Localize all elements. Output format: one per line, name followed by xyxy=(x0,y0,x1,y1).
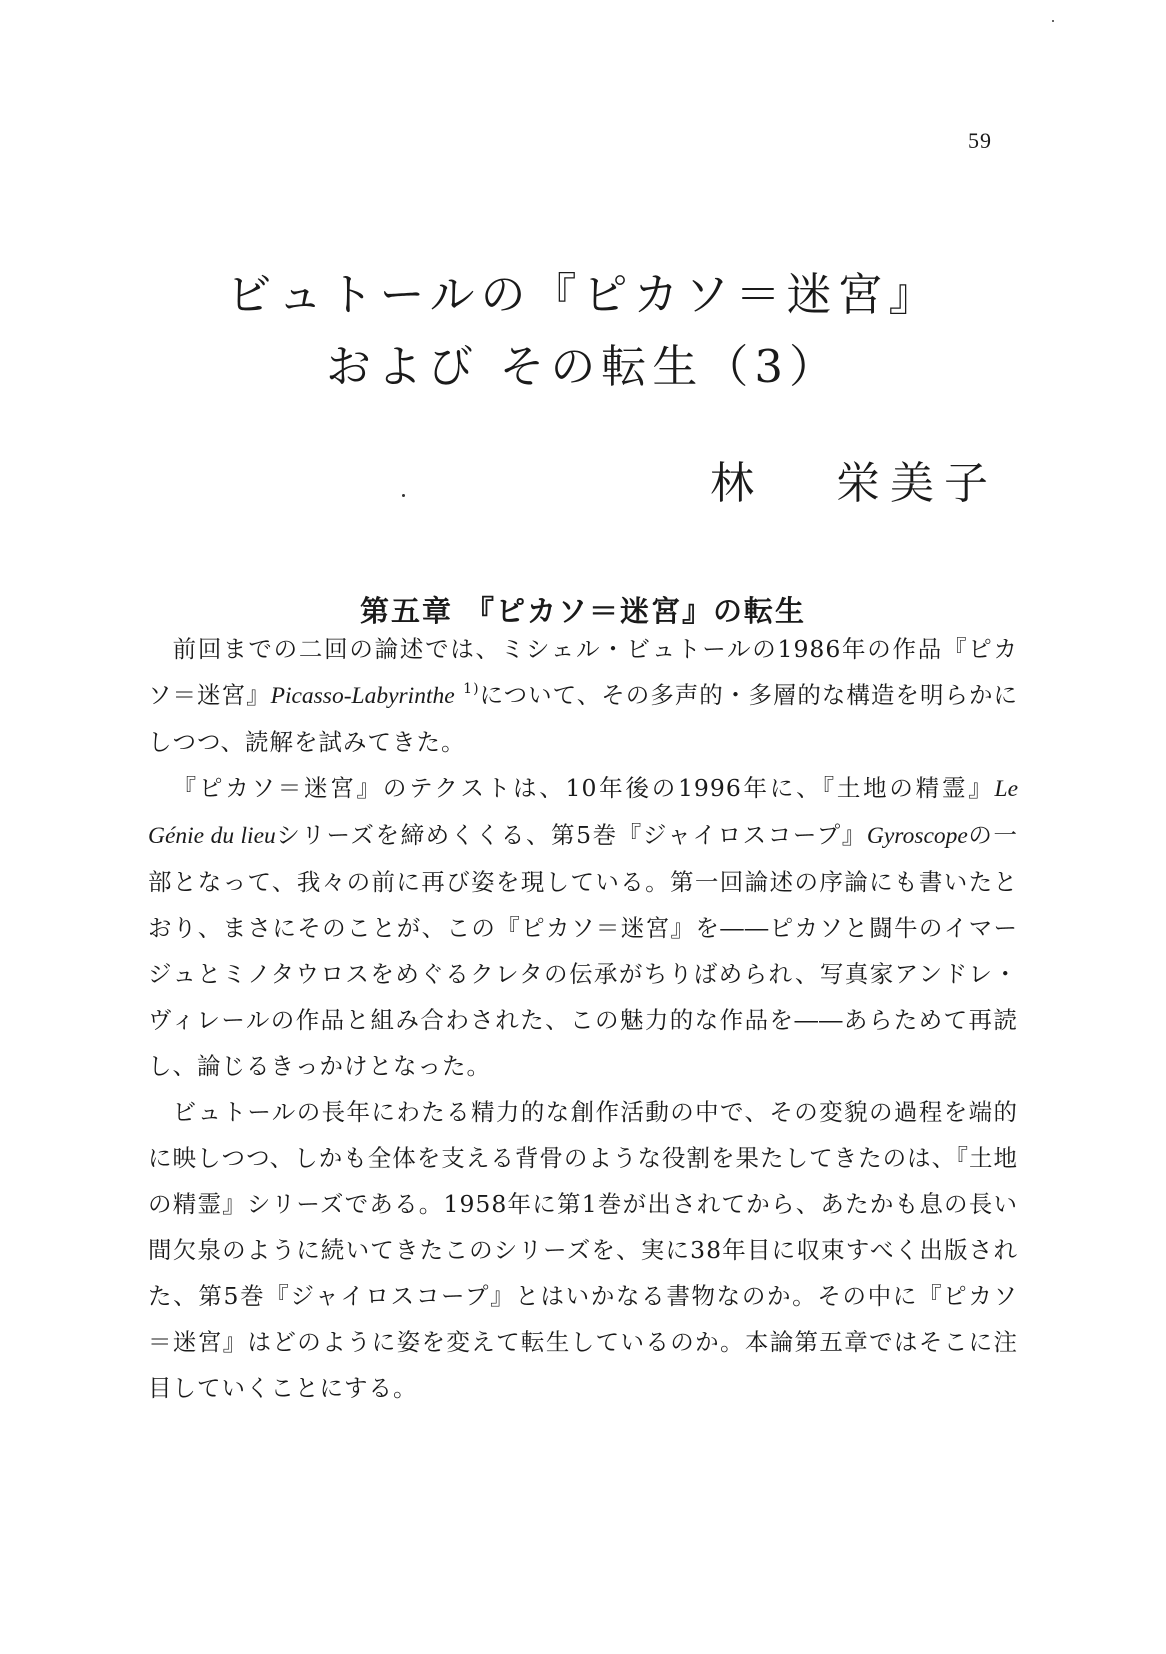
page-number: 59 xyxy=(968,128,992,153)
article-title-line-2: および その転生（3） xyxy=(326,340,840,394)
paragraph-2-text-b: シリーズを締めくくる、第5巻『ジャイロスコープ』 xyxy=(275,821,867,849)
margin-mark xyxy=(1052,20,1054,22)
paragraph-1-text-a: 前回までの二回の論述では、ミシェル・ビュトールの1986年の作品『ピカソ＝迷宮』 xyxy=(148,635,1018,709)
series-title-italic: Le Génie du lieu xyxy=(148,776,1018,849)
author-family-name: 林 xyxy=(710,458,754,509)
paragraph-2 xyxy=(148,765,1018,1089)
stray-dot xyxy=(402,494,405,497)
author-name xyxy=(710,447,998,511)
paragraph-2-text-c: の一部となって、我々の前に再び姿を現している。第一回論述の序論にも書いたとおり、まさにそのことが、この『ピカソ＝迷宮』を――ピカソと闘牛のイマージュとミノタウロスをめぐるクレタの伝承がちりばめられ、写真家アンドレ・ヴィレールの作品と組み合わされた、この魅力的な作品を――あらためて再読し、論じるきっかけとなった。 xyxy=(148,821,1018,1080)
volume-title-italic: Gyroscope xyxy=(866,823,968,849)
body-text xyxy=(148,626,1018,1411)
article-title-line-1: ビュトールの『ピカソ＝迷宮』 xyxy=(226,268,940,322)
paragraph-1-text-b: について、その多声的・多層的な構造を明らかにしつつ、読解を試みてきた。 xyxy=(148,681,1018,756)
paragraph-1 xyxy=(148,626,1018,765)
author-given-name: 栄美子 xyxy=(836,458,998,509)
paragraph-3: ビュトールの長年にわたる精力的な創作活動の中で、その変貌の過程を端的に映しつつ、しかも全体を支える背骨のような役割を果たしてきたのは、『土地の精霊』シリーズである。1958年に第1巻が出されてから、あたかも息の長い間欠泉のように続いてきたこのシリーズを、実に38年目に収束すべく出版された、第5巻『ジャイロスコープ』とはいかなる書物なのか。その中に『ピカソ＝迷宮』はどのように姿を変えて転生しているのか。本論第五章ではそこに注目していくことにする。 xyxy=(148,1098,1018,1402)
chapter-heading: 第五章 『ピカソ＝迷宮』の転生 xyxy=(359,594,807,629)
work-title-italic: Picasso-Labyrinthe xyxy=(270,683,455,709)
footnote-marker: 1) xyxy=(463,681,480,697)
paragraph-2-text-a: 『ピカソ＝迷宮』のテクストは、10年後の1996年に、『土地の精霊』 xyxy=(172,774,995,802)
